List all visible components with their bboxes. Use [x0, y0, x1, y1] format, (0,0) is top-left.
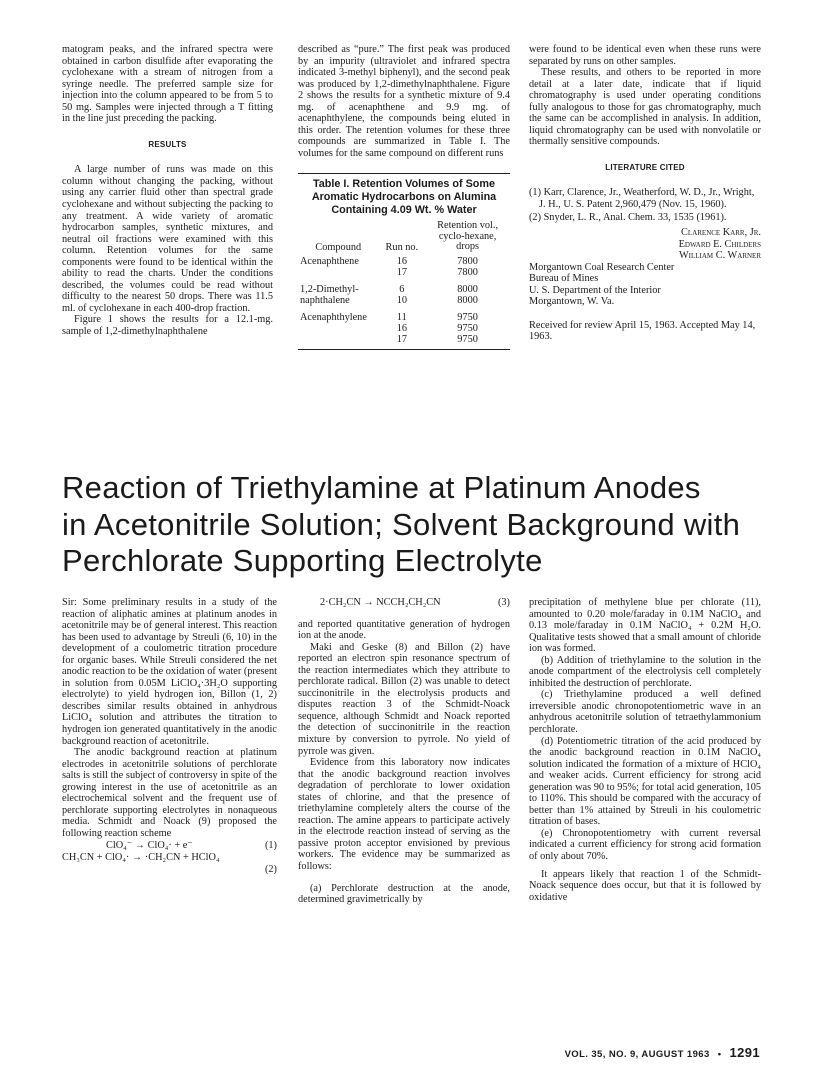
bottom-column-1: [62, 597, 277, 875]
table-1: [298, 173, 510, 350]
equation-text: CH₃CN + ClO₄· → ·CH₂CN + HClO₄: [62, 852, 220, 864]
page-footer: [530, 1045, 760, 1060]
cell-volume: 9750 9750 9750: [457, 311, 478, 345]
paragraph: (e) Chronopotentiometry with current reversal indicated a current efficiency for strong acid formation of only about 70%.: [529, 827, 761, 863]
address-line: Bureau of Mines: [529, 273, 599, 285]
table-title-line: Containing 4.09 Wt. % Water: [331, 204, 477, 217]
reference: (1) Karr, Clarence, Jr., Weatherford, W. D., Jr., Wright, J. H., U. S. Patent 2,960,479 (Nov. 15, 1960).: [529, 187, 755, 211]
table-title-line: Aromatic Hydrocarbons on Alumina: [311, 191, 497, 204]
header-compound: Compound: [315, 241, 362, 253]
cell-compound: Acenaphthene: [300, 255, 359, 267]
paragraph: were found to be identical even when these runs were separated by runs on other samples.: [529, 44, 761, 67]
paragraph: (d) Potentiometric titration of the acid produced by the anodic background reaction in 0.1M NaClO₄ solution indicated the formation of a mixture of HClO₄ and weaker acids. Current efficiency for strong acid generation was 90 to 95%; for total acid generation, 105 to 110%. This should be compared with the accuracy of better than 1% attained by Streuli in his coulometric titration of bases.: [529, 735, 761, 828]
address-line: Morgantown Coal Research Center: [529, 261, 675, 273]
cell-run: 11 16 17: [396, 311, 407, 345]
address-block: [529, 262, 761, 308]
author-name: William C. Warner: [678, 250, 761, 262]
paragraph: Evidence from this laboratory now indicates that the anodic background reaction involves degradation of perchlorate to lower oxidation states of chlorine, and that the presence of triethylamine completely alters the course of the reaction. The amine appears to participate actively in the electrode reaction instead of serving as the passive proton acceptor envisioned by previous workers. The evidence may be summarized as follows:: [298, 757, 510, 873]
paragraph: and reported quantitative generation of hydrogen ion at the anode.: [298, 618, 510, 642]
paragraph: (b) Addition of triethylamine to the solution in the anode compartment of the electrolysis cell completely inhibited the destruction of perchlorate.: [529, 654, 761, 689]
address-line: Morgantown, W. Va.: [529, 296, 615, 308]
equation-1: [62, 840, 277, 852]
title-line: Perchlorate Supporting Electrolyte: [62, 543, 543, 578]
section-heading-results: RESULTS: [148, 139, 187, 149]
bottom-column-2: [298, 597, 510, 906]
section-heading-literature: LITERATURE CITED: [605, 162, 685, 172]
cell-compound: 1,2-Dimethyl- naphthalene: [300, 283, 377, 306]
bottom-column-3: [529, 597, 761, 903]
author-block: [529, 227, 761, 262]
top-column-1: [62, 44, 273, 338]
author-name: Edward E. Childers: [678, 238, 761, 250]
paragraph: described as “pure.” The first peak was produced by an impurity (ultraviolet and infrared spectra indicated 3-methyl biphenyl), and the second peak was produced by 1,2-dimethylnaphthalene. Figure 2 shows the results for a synthetic mixture of 9.4 mg. of acenaphthene and 9.9 mg. of acenaphthylene, the compounds being eluted in this order. The retention volumes for these three compounds are summarized in Table I. The volumes for the same compound on different runs: [298, 44, 510, 159]
cell-volume: 7800 7800: [457, 255, 478, 278]
table-title: [298, 178, 510, 217]
cell-run: 6 10: [396, 283, 407, 306]
equation-number: (1): [264, 840, 277, 852]
equation-2: [62, 852, 277, 864]
table-row: [298, 278, 510, 306]
bullet-separator: •: [717, 1049, 722, 1060]
equation-text: 2·CH₂CN → NCCH₂CH₂CN: [320, 597, 441, 608]
paragraph: (a) Perchlorate destruction at the anode, determined gravimetrically by: [298, 882, 510, 906]
equation-2-number: (2): [264, 863, 277, 875]
cell-compound: Acenaphthylene: [300, 311, 367, 323]
table-row: [298, 306, 510, 345]
article-title: [62, 470, 762, 580]
title-line: in Acetonitrile Solution; Solvent Background with: [62, 506, 741, 542]
title-line: Reaction of Triethylamine at Platinum Anodes: [62, 470, 701, 505]
address-line: U. S. Department of the Interior: [529, 284, 661, 296]
paragraph: The anodic background reaction at platinum electrodes in acetonitrile solutions of perchlorate salts is still the subject of controversy in spite of the growing interest in the use of acetonitrile as an electrochemical solvent and the frequent use of perchlorate supporting electrolytes in nonaqueous media. Schmidt and Noack (9) proposed the following reaction scheme: [62, 747, 277, 839]
received-note: Received for review April 15, 1963. Accepted May 14, 1963.: [529, 319, 756, 343]
reference-list: [529, 187, 761, 223]
table-top-rule: [298, 173, 510, 174]
paragraph: A large number of runs was made on this column without changing the packing, without using any carrier fluid other than spectral grade cyclohexane and without subjecting the packing to any treatment. A wide variety of aromatic hydrocarbon samples, synthetic mixtures, and neutral oil fractions were examined with this column. Retention volumes for the same components were found to be identical within the ability to read the charts. Under the conditions described, the volumes could be read without difficulty to the nearest 50 drops. There was 11.5 ml. of cyclohexane in each 400-drop fraction.: [62, 164, 273, 314]
top-column-2: [298, 44, 510, 350]
paragraph: These results, and others to be reported in more detail at a later date, indicate that if liquid chromatography is used under operating conditions fully analogous to those for gas chromatography, much the same can be accomplished in analysis. In addition, liquid chromatography can be used with nonvolatile or thermally sensitive compounds.: [529, 67, 761, 148]
equation-3: [298, 597, 510, 609]
paragraph: (c) Triethylamine produced a well defined irreversible anodic chronopotentiometric wave in an anhydrous acetonitrile solution of tetraethylammonium perchlorate.: [529, 689, 761, 736]
header-retention: Retention vol., cyclo-hexane, drops: [437, 220, 499, 253]
table-header-row: [298, 221, 510, 256]
page-number: 1291: [729, 1045, 760, 1060]
cell-volume: 8000 8000: [457, 283, 478, 306]
top-column-3: [529, 44, 761, 343]
journal-issue: VOL. 35, NO. 9, AUGUST 1963: [564, 1049, 710, 1060]
table-bottom-rule: [298, 349, 510, 350]
cell-run: 16 17: [396, 255, 407, 278]
retention-table: [298, 221, 510, 345]
paragraph: matogram peaks, and the infrared spectra were obtained in carbon disulfide after evaporating the cyclohexane with a stream of nitrogen from a syringe needle. The preferred sample size for injection into the column appeared to be from 5 to 50 mg. Samples were injected through a T fitting in the line just preceding the packing.: [62, 44, 273, 125]
paragraph: Maki and Geske (8) and Billon (2) have reported an electron spin resonance spectrum of the reaction intermediates which they attribute to perchlorate radical. Billon (2) was unable to detect succinonitrile in the electrolysis products and disputes reaction 3 of the Schmidt-Noack sequence, although Schmidt and Noack reported the detection of succinonitrile in the reaction mixture by conversion to pyrrole. No yield of pyrrole was given.: [298, 641, 510, 757]
header-run-no: Run no.: [385, 241, 419, 253]
table-row: [298, 256, 510, 278]
equation-number: (3): [497, 597, 510, 608]
author-name: Clarence Karr, Jr.: [681, 227, 761, 239]
paragraph: It appears likely that reaction 1 of the Schmidt-Noack sequence does occur, but that it is followed by oxidative: [529, 868, 761, 903]
table-title-line: Table I. Retention Volumes of Some: [313, 178, 495, 191]
paragraph: Figure 1 shows the results for a 12.1-mg. sample of 1,2-dimethylnaphthalene: [62, 314, 273, 338]
equation-text: ClO₄⁻ → ClO₄· + e⁻: [106, 840, 193, 852]
paragraph: precipitation of methylene blue per chlorate (11), amounted to 0.20 mole/faraday in 0.1M NaClO₄ and 0.13 mole/faraday in 0.1M NaClO₄ + 0.2M H₂O. Qualitative tests showed that a small amount of chloride ion was formed.: [529, 597, 761, 655]
reference: (2) Snyder, L. R., Anal. Chem. 33, 1535 (1961).: [529, 211, 727, 223]
paragraph: Sir: Some preliminary results in a study of the reaction of aliphatic amines at platinum anodes in acetonitrile may be of general interest. This reaction has been used to advantage by Streuli (6, 10) in the development of a coulometric titration procedure for organic bases. While Streuli considered the net anodic reaction to be the oxidation of water (present in solution from 0.05M LiClO₄·3H₂O supporting electrolyte) to yield hydrogen ion, Billon (1, 2) describes similar results obtained in anhydrous LiClO₄ solution and attributes the titration to hydrogen ion generated quantitatively in the anodic background reaction of acetonitrile.: [62, 597, 278, 747]
